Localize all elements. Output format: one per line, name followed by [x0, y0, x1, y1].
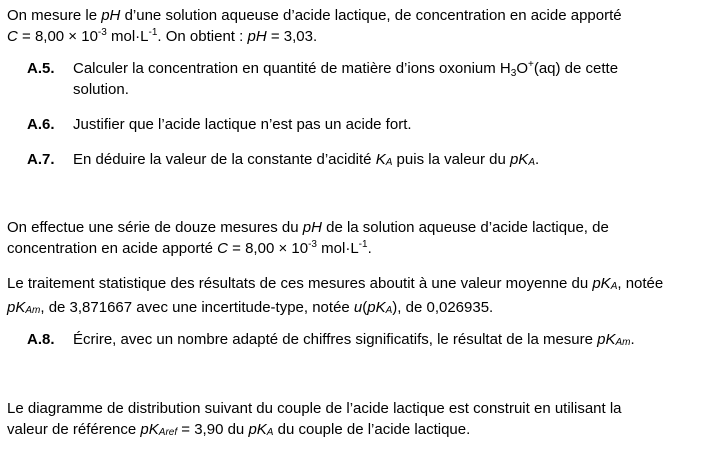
stats-text: ), de 0,026935. — [392, 299, 494, 316]
unit: mol·L — [316, 240, 359, 257]
question-text-part: Calculer la concentration en quantité de matière d’ions oxonium H — [73, 60, 511, 77]
diagram-line-2 — [7, 419, 707, 443]
ph-value: = 3,03. — [266, 28, 318, 45]
diagram-text: valeur de référence — [7, 421, 141, 438]
question-text-part: (aq) de cette — [533, 60, 619, 77]
subscript: A — [385, 157, 393, 168]
question-text-part: . — [535, 151, 540, 168]
exponent: -1 — [358, 239, 368, 250]
exponent: -1 — [148, 27, 158, 38]
pka-symbol: pK — [248, 421, 267, 438]
subscript: A — [528, 157, 535, 168]
pka-symbol: pK — [367, 299, 386, 316]
question-a5 — [27, 58, 707, 100]
subscript: Am — [25, 305, 41, 316]
stats-line-2 — [7, 297, 707, 321]
question-text — [73, 149, 707, 173]
pka-symbol: pK — [509, 151, 529, 168]
concentration-symbol: C — [7, 28, 18, 45]
pkaref-symbol: pK — [140, 421, 159, 438]
intro-line-2 — [7, 26, 707, 47]
question-number: A.8. — [27, 331, 55, 348]
question-text-part: Écrire, avec un nombre adapté de chiffres significatifs, le résultat de la mesure — [73, 331, 598, 348]
intro-text: . On obtient : — [157, 28, 248, 45]
ka-symbol: K — [375, 151, 386, 168]
concentration-symbol: C — [217, 240, 228, 257]
diagram-text: = 3,90 du — [177, 421, 249, 438]
subscript: 3 — [510, 68, 517, 79]
question-text — [73, 58, 707, 100]
question-text-part: puis la valeur du — [392, 151, 510, 168]
stats-paragraph — [7, 273, 707, 321]
ph-symbol: pH — [101, 7, 121, 24]
pka-symbol: pK — [592, 275, 611, 292]
series-line-2 — [7, 238, 707, 259]
question-number: A.6. — [27, 116, 55, 133]
subscript: Am — [615, 337, 631, 348]
stats-text: Le traitement statistique des résultats de ces mesures aboutit à une valeur moyenne du — [7, 275, 593, 292]
diagram-text: Le diagramme de distribution suivant du couple de l’acide lactique est construit en utilisant la — [7, 400, 622, 417]
question-a7 — [27, 149, 707, 173]
intro-text: d’une solution aqueuse d’acide lactique, de concentration en acide apporté — [120, 7, 622, 24]
subscript: A — [385, 305, 393, 316]
intro-text: On mesure le — [7, 7, 102, 24]
concentration-value: = 8,00 × 10 — [228, 240, 309, 257]
pkam-symbol: pK — [597, 331, 616, 348]
series-paragraph — [7, 217, 707, 259]
question-a8 — [27, 329, 707, 353]
exponent: -3 — [97, 27, 107, 38]
subscript: A — [266, 427, 274, 438]
concentration-value: = 8,00 × 10 — [17, 28, 98, 45]
unit: mol·L — [106, 28, 149, 45]
question-text-part: En déduire la valeur de la constante d’acidité — [73, 151, 376, 168]
question-text — [73, 329, 707, 353]
uncertainty-symbol: u — [353, 299, 363, 316]
question-number: A.7. — [27, 151, 55, 168]
superscript: + — [527, 59, 534, 70]
subscript: A — [610, 281, 618, 292]
diagram-paragraph — [7, 398, 707, 443]
stats-text: , de 3,871667 avec une incertitude-type, notée — [40, 299, 354, 316]
series-text: de la solution aqueuse d’acide lactique, de — [321, 219, 609, 236]
exponent: -3 — [308, 239, 317, 250]
ph-symbol: pH — [302, 219, 322, 236]
ph-symbol: pH — [247, 28, 267, 45]
oxygen-symbol: O — [516, 60, 528, 77]
subscript: Aref — [158, 427, 178, 438]
question-text-part: solution. — [73, 81, 129, 98]
series-text: . — [367, 240, 372, 257]
stats-text: , notée — [617, 275, 664, 292]
pkam-symbol: pK — [7, 299, 26, 316]
series-text: concentration en acide apporté — [7, 240, 218, 257]
intro-paragraph — [7, 5, 707, 47]
diagram-text: du couple de l’acide lactique. — [273, 421, 471, 438]
question-text-part: . — [630, 331, 635, 348]
series-text: On effectue une série de douze mesures du — [7, 219, 303, 236]
question-a6 — [27, 114, 707, 135]
question-text: Justifier que l’acide lactique n’est pas un acide fort. — [73, 116, 412, 133]
question-number: A.5. — [27, 60, 55, 77]
stats-text: ( — [362, 299, 368, 316]
